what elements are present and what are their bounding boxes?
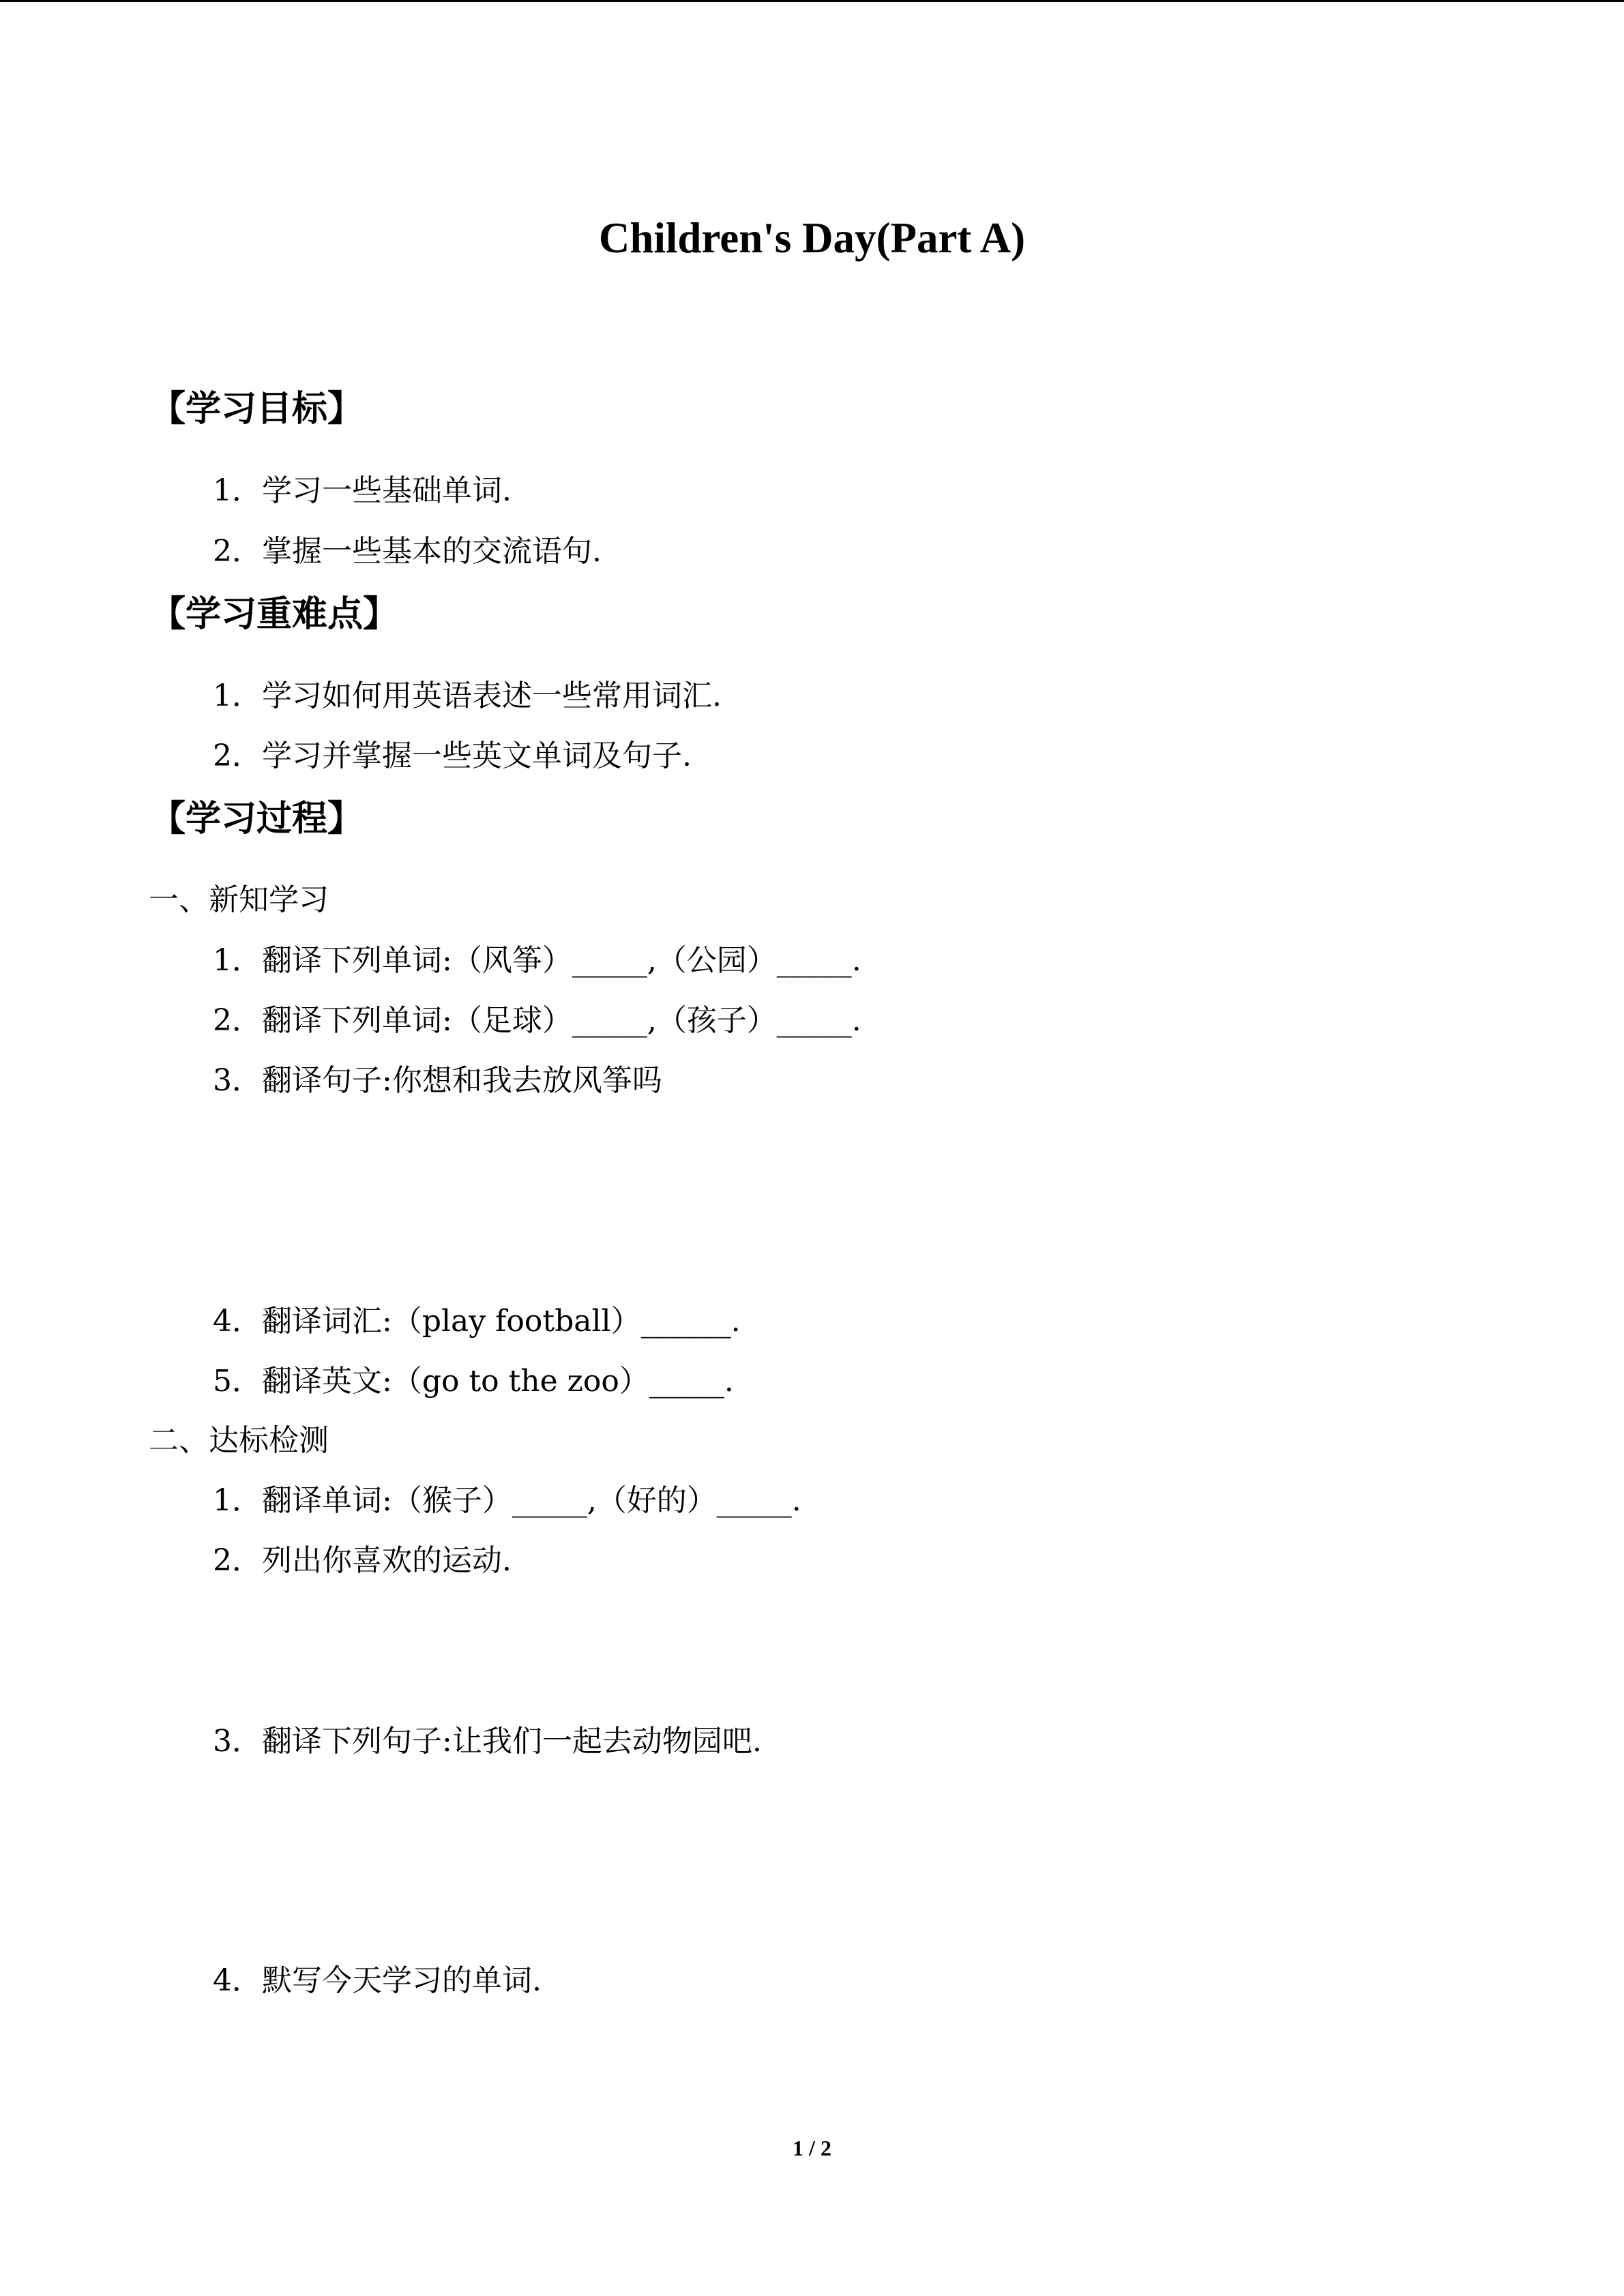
item-number: 3． bbox=[213, 1724, 262, 1759]
item-text: 翻译词汇:（play football）______. bbox=[262, 1304, 741, 1339]
assessment-item-3 bbox=[213, 1724, 762, 1759]
item-text: 翻译下列单词:（足球）_____,（孩子）_____. bbox=[262, 1003, 861, 1038]
assessment-item-1 bbox=[213, 1483, 801, 1518]
item-number: 5． bbox=[213, 1364, 262, 1399]
item-number: 3． bbox=[213, 1063, 262, 1098]
new-knowledge-item-2 bbox=[213, 1003, 861, 1038]
item-number: 1． bbox=[213, 473, 262, 508]
new-knowledge-item-3 bbox=[213, 1063, 662, 1098]
top-border-line bbox=[0, 0, 1624, 2]
item-number: 1． bbox=[213, 943, 262, 978]
item-text: 学习一些基础单词. bbox=[262, 473, 512, 508]
key-point-item-2 bbox=[213, 741, 692, 771]
objective-item-2 bbox=[213, 534, 602, 569]
item-number: 2． bbox=[213, 1543, 262, 1578]
new-knowledge-item-5 bbox=[213, 1364, 734, 1399]
new-knowledge-item-1 bbox=[213, 943, 861, 978]
item-number: 2． bbox=[213, 739, 262, 773]
assessment-label: 二、达标检测 bbox=[149, 1423, 329, 1458]
item-number: 4． bbox=[213, 1963, 262, 1998]
item-text: 学习并掌握一些英文单词及句子. bbox=[262, 739, 692, 773]
item-text: 掌握一些基本的交流语句. bbox=[262, 534, 602, 569]
item-number: 1． bbox=[213, 1483, 262, 1518]
page-number: 1 / 2 bbox=[793, 2136, 831, 2160]
item-number: 2． bbox=[213, 1003, 262, 1038]
item-number: 4． bbox=[213, 1304, 262, 1339]
item-number: 2． bbox=[213, 534, 262, 569]
item-text: 翻译单词:（猴子）_____,（好的）_____. bbox=[262, 1483, 801, 1518]
item-text: 翻译下列单词:（风筝）_____,（公园）_____. bbox=[262, 943, 861, 978]
item-text: 学习如何用英语表述一些常用词汇. bbox=[262, 679, 722, 713]
item-text: 翻译句子:你想和我去放风筝吗 bbox=[262, 1063, 662, 1098]
key-points-heading: 【学习重难点】 bbox=[150, 594, 399, 635]
new-knowledge-label: 一、新知学习 bbox=[149, 882, 329, 917]
item-text: 翻译英文:（go to the zoo）_____. bbox=[262, 1364, 734, 1399]
item-text: 翻译下列句子:让我们一起去动物园吧. bbox=[262, 1724, 762, 1759]
item-text: 列出你喜欢的运动. bbox=[262, 1543, 512, 1578]
item-number: 1． bbox=[213, 679, 262, 713]
process-heading: 【学习过程】 bbox=[150, 799, 364, 839]
objective-item-1 bbox=[213, 473, 512, 508]
document-title: Children's Day(Part A) bbox=[598, 214, 1026, 262]
new-knowledge-item-4 bbox=[213, 1304, 741, 1339]
assessment-item-2 bbox=[213, 1543, 512, 1578]
assessment-item-4 bbox=[213, 1963, 542, 1998]
item-text: 默写今天学习的单词. bbox=[262, 1963, 542, 1998]
key-point-item-1 bbox=[213, 681, 722, 711]
objectives-heading: 【学习目标】 bbox=[150, 389, 364, 430]
